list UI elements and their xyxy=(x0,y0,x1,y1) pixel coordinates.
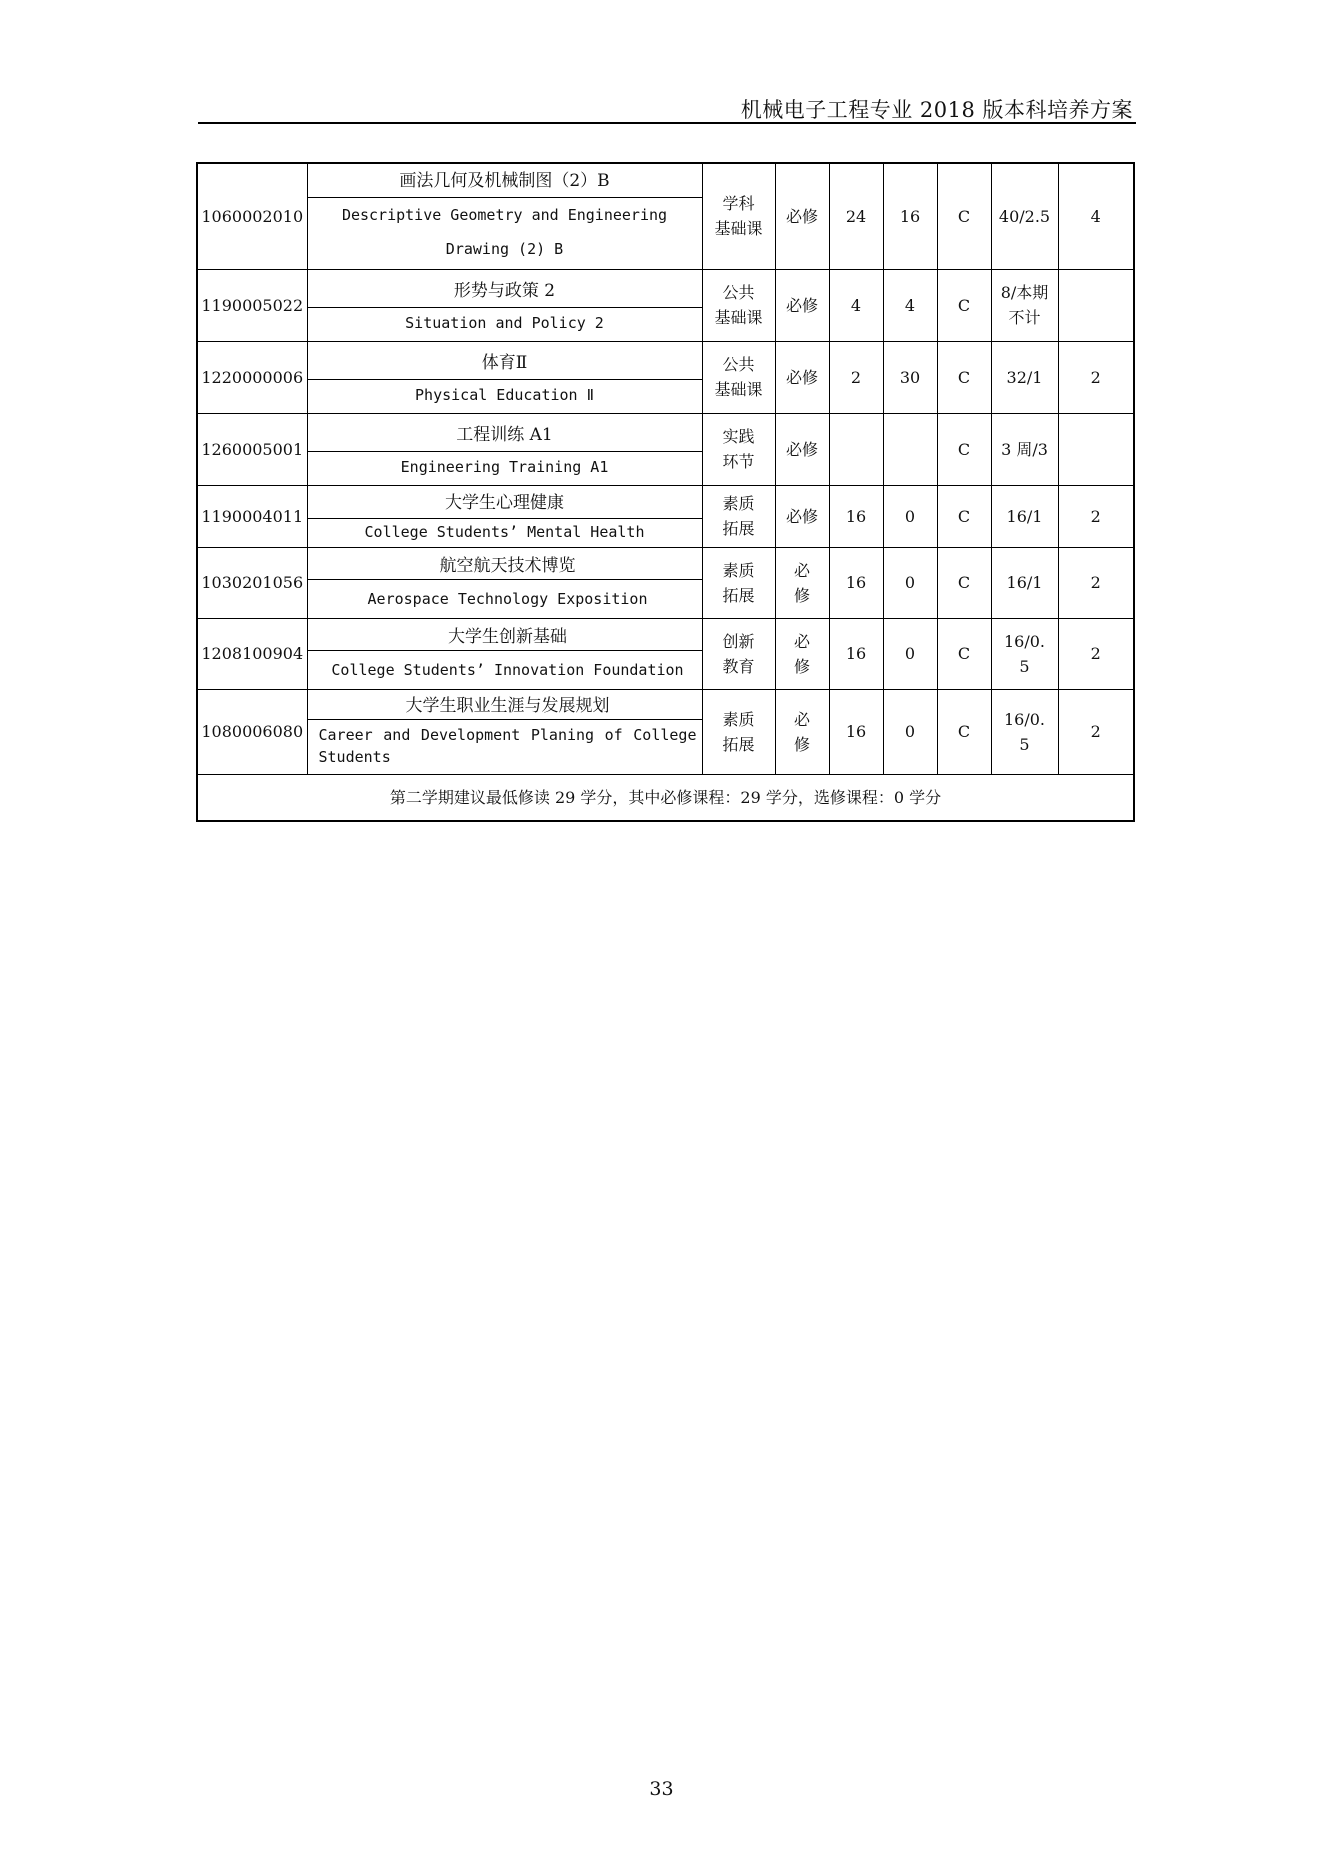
course-code: 1060002010 xyxy=(197,163,307,269)
course-type-line-2: 修 xyxy=(793,734,810,754)
course-name-cell xyxy=(307,413,702,485)
course-value-d-line-1: 16/0. xyxy=(1003,631,1045,651)
course-category-line-1: 素质 xyxy=(722,709,755,729)
course-value-c: C xyxy=(937,689,991,774)
course-name-en: College Students’ Innovation Foundation xyxy=(331,661,684,679)
course-value-c: C xyxy=(937,269,991,341)
course-category-line-1: 创新 xyxy=(722,631,755,651)
course-category-line-2: 基础课 xyxy=(714,380,763,399)
course-name-cell xyxy=(307,618,702,689)
course-value-e: 2 xyxy=(1058,341,1134,413)
course-category xyxy=(702,269,775,341)
course-name-cell xyxy=(307,341,702,413)
course-value-c: C xyxy=(937,163,991,269)
course-value-d-line-1: 16/1 xyxy=(1006,573,1043,592)
course-type xyxy=(775,618,829,689)
course-value-b xyxy=(883,413,937,485)
course-value-c: C xyxy=(937,485,991,547)
page-number: 33 xyxy=(649,1778,674,1800)
course-value-a: 16 xyxy=(829,547,883,618)
table-row xyxy=(197,341,1134,413)
course-value-a: 16 xyxy=(829,618,883,689)
course-value-d xyxy=(991,413,1058,485)
course-category xyxy=(702,413,775,485)
course-value-d-line-1: 40/2.5 xyxy=(998,206,1051,226)
course-value-d-line-2: 5 xyxy=(1019,656,1030,676)
course-name-cell xyxy=(307,163,702,269)
course-name-cell xyxy=(307,689,702,774)
course-category xyxy=(702,163,775,269)
course-category-line-1: 素质 xyxy=(722,560,755,580)
course-name-en: Aerospace Technology Exposition xyxy=(367,590,648,608)
course-value-d xyxy=(991,341,1058,413)
course-value-d-line-2: 不计 xyxy=(1008,308,1041,327)
course-name-en: Career and Development Planing of College Students xyxy=(318,726,697,766)
course-value-d-line-2: 5 xyxy=(1019,734,1030,754)
document-header-title: 机械电子工程专业 2018 版本科培养方案 xyxy=(740,98,1133,122)
course-code: 1220000006 xyxy=(197,341,307,413)
course-type xyxy=(775,547,829,618)
course-code: 1190005022 xyxy=(197,269,307,341)
course-name-cn: 大学生创新基础 xyxy=(308,624,702,651)
course-type: 必修 xyxy=(775,341,829,413)
course-value-d xyxy=(991,618,1058,689)
course-category xyxy=(702,689,775,774)
course-value-b: 0 xyxy=(883,618,937,689)
course-name-en: Engineering Training A1 xyxy=(400,458,609,476)
course-value-b: 0 xyxy=(883,485,937,547)
table-row xyxy=(197,485,1134,547)
course-code: 1080006080 xyxy=(197,689,307,774)
course-name-en: College Students’ Mental Health xyxy=(364,522,645,541)
course-name-cell xyxy=(307,547,702,618)
course-type: 必修 xyxy=(775,413,829,485)
course-value-d-line-1: 16/0. xyxy=(1003,709,1045,729)
course-table xyxy=(196,162,1135,822)
course-value-b: 0 xyxy=(883,689,937,774)
course-value-c: C xyxy=(937,618,991,689)
course-category xyxy=(702,485,775,547)
course-type-line-2: 修 xyxy=(793,585,810,605)
semester-credit-summary: 第二学期建议最低修读 29 学分，其中必修课程：29 学分，选修课程：0 学分 xyxy=(197,774,1134,821)
course-value-d-line-1: 8/本期 xyxy=(1000,283,1049,302)
course-value-e: 2 xyxy=(1058,485,1134,547)
table-row xyxy=(197,413,1134,485)
course-category xyxy=(702,547,775,618)
course-value-b: 16 xyxy=(883,163,937,269)
course-name-en: Situation and Policy 2 xyxy=(405,314,604,332)
course-name-en: Descriptive Geometry and Engineering Drawing (2) B xyxy=(341,206,668,259)
course-category-line-1: 公共 xyxy=(722,283,755,302)
course-type-line-2: 修 xyxy=(793,656,810,676)
course-category-line-1: 素质 xyxy=(722,494,755,513)
course-value-d xyxy=(991,485,1058,547)
table-row xyxy=(197,689,1134,774)
course-name-cell xyxy=(307,269,702,341)
course-value-d xyxy=(991,163,1058,269)
course-category-line-2: 基础课 xyxy=(714,308,763,327)
course-type: 必修 xyxy=(775,163,829,269)
course-category-line-2: 教育 xyxy=(722,656,755,676)
course-category-line-2: 拓展 xyxy=(722,734,755,754)
course-value-c: C xyxy=(937,413,991,485)
course-value-a: 4 xyxy=(829,269,883,341)
course-value-c: C xyxy=(937,341,991,413)
course-name-cn: 大学生心理健康 xyxy=(308,488,702,519)
course-value-d-line-1: 16/1 xyxy=(1006,506,1043,526)
course-code: 1208100904 xyxy=(197,618,307,689)
course-value-b: 0 xyxy=(883,547,937,618)
course-category-line-1: 实践 xyxy=(722,427,755,446)
course-value-d xyxy=(991,689,1058,774)
course-category xyxy=(702,618,775,689)
course-category-line-2: 拓展 xyxy=(722,519,755,538)
course-value-d xyxy=(991,269,1058,341)
course-value-a: 16 xyxy=(829,485,883,547)
course-value-c: C xyxy=(937,547,991,618)
course-value-e: 2 xyxy=(1058,618,1134,689)
course-name-en: Physical Education Ⅱ xyxy=(415,386,594,404)
course-code: 1190004011 xyxy=(197,485,307,547)
course-type-line-1: 必 xyxy=(793,631,810,651)
course-value-d-line-1: 3 周/3 xyxy=(1001,439,1048,459)
table-row xyxy=(197,618,1134,689)
course-name-cn: 工程训练 A1 xyxy=(308,418,702,452)
table-row xyxy=(197,547,1134,618)
course-value-d-line-1: 32/1 xyxy=(1006,367,1043,387)
course-name-cn: 形势与政策 2 xyxy=(308,274,702,308)
course-category-line-1: 学科 xyxy=(722,194,755,214)
course-value-a xyxy=(829,413,883,485)
course-value-b: 4 xyxy=(883,269,937,341)
course-type-line-1: 必 xyxy=(793,709,810,729)
course-category-line-1: 公共 xyxy=(722,355,755,374)
course-name-cn: 画法几何及机械制图（2）B xyxy=(308,164,702,198)
summary-row xyxy=(197,774,1134,821)
table-row xyxy=(197,269,1134,341)
course-value-e: 4 xyxy=(1058,163,1134,269)
course-code: 1030201056 xyxy=(197,547,307,618)
course-name-cell xyxy=(307,485,702,547)
course-value-a: 2 xyxy=(829,341,883,413)
course-value-b: 30 xyxy=(883,341,937,413)
course-code: 1260005001 xyxy=(197,413,307,485)
course-value-e xyxy=(1058,269,1134,341)
course-type xyxy=(775,689,829,774)
course-name-cn: 大学生职业生涯与发展规划 xyxy=(308,693,702,720)
course-type: 必修 xyxy=(775,485,829,547)
course-category-line-2: 基础课 xyxy=(714,219,763,239)
course-category-line-2: 环节 xyxy=(722,452,755,471)
course-name-cn: 体育Ⅱ xyxy=(308,346,702,380)
course-name-cn: 航空航天技术博览 xyxy=(308,553,702,580)
course-category xyxy=(702,341,775,413)
course-value-e: 2 xyxy=(1058,689,1134,774)
header-rule xyxy=(198,122,1136,124)
course-category-line-2: 拓展 xyxy=(722,585,755,605)
course-value-a: 24 xyxy=(829,163,883,269)
course-value-e xyxy=(1058,413,1134,485)
course-value-d xyxy=(991,547,1058,618)
course-type: 必修 xyxy=(775,269,829,341)
table-row xyxy=(197,163,1134,269)
course-value-e: 2 xyxy=(1058,547,1134,618)
course-type-line-1: 必 xyxy=(793,560,810,580)
course-value-a: 16 xyxy=(829,689,883,774)
